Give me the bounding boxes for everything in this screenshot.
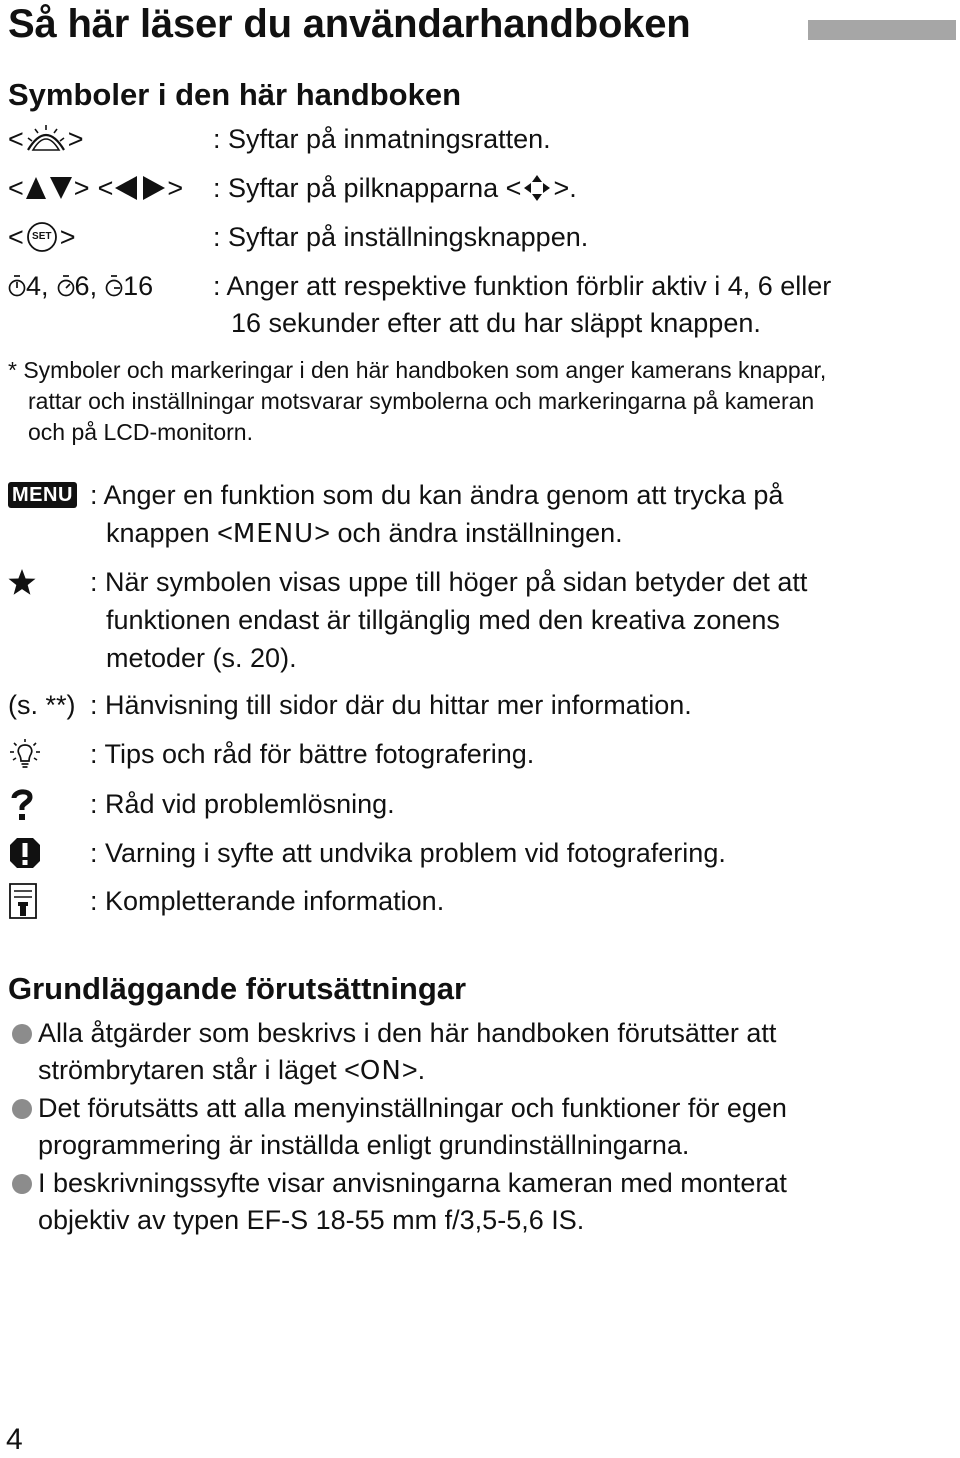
timer-symbols bbox=[8, 267, 153, 305]
set-label: SET bbox=[32, 231, 52, 242]
tips-description: : Tips och råd för bättre fotografering. bbox=[90, 739, 535, 769]
timer-comma: , bbox=[89, 271, 98, 301]
bullet-3-line1: I beskrivningssyfte visar anvisningarna kameran med monterat bbox=[38, 1168, 787, 1198]
bracket-open: < bbox=[8, 173, 24, 203]
main-dial-symbol bbox=[8, 120, 84, 158]
mark-row-info bbox=[0, 882, 960, 920]
timer-4-value: 4 bbox=[26, 271, 42, 301]
note-icon bbox=[8, 882, 38, 920]
symbol-row-timers bbox=[0, 267, 960, 343]
bullet-item-3 bbox=[0, 1164, 960, 1240]
menu-mark bbox=[8, 476, 77, 514]
info-description: : Kompletterande information. bbox=[90, 886, 445, 916]
timer-description-line2: 16 sekunder efter att du har släppt knappen. bbox=[231, 308, 761, 338]
basic-assumptions-heading: Grundläggande förutsättningar bbox=[8, 971, 467, 1006]
bracket-open: < bbox=[97, 173, 114, 203]
title-decoration-bar bbox=[808, 20, 956, 40]
problem-mark bbox=[8, 785, 36, 823]
bullet-2-line1: Det förutsätts att alla menyinställningar och funktioner för egen bbox=[38, 1093, 787, 1123]
mark-row-star bbox=[0, 563, 960, 677]
menu-description-line1: : Anger en funktion som du kan ändra genom att trycka på bbox=[90, 480, 784, 510]
timer-icon bbox=[105, 273, 123, 299]
arrow-keys-text: : Syftar på pilknapparna < bbox=[213, 173, 522, 203]
bullet-1-post: >. bbox=[401, 1055, 426, 1085]
bracket-close: > bbox=[59, 222, 76, 252]
bracket-close: > bbox=[73, 173, 90, 203]
question-mark-icon bbox=[8, 787, 36, 821]
bullet-1-line1: Alla åtgärder som beskrivs i den här handboken förutsätter att bbox=[38, 1018, 777, 1048]
left-right-arrows-icon bbox=[113, 175, 167, 201]
bullet-icon bbox=[12, 1174, 32, 1194]
timer-6-value: 6 bbox=[74, 271, 90, 301]
star-icon bbox=[8, 568, 36, 596]
warning-description: : Varning i syfte att undvika problem vid fotografering. bbox=[90, 838, 726, 868]
star-description-line1: : När symbolen visas uppe till höger på sidan betyder det att bbox=[90, 567, 808, 597]
bracket-close: > bbox=[67, 124, 84, 154]
main-dial-icon bbox=[24, 124, 68, 154]
star-mark bbox=[8, 563, 36, 601]
main-dial-description: : Syftar på inmatningsratten. bbox=[213, 124, 551, 154]
timer-icon bbox=[57, 273, 75, 299]
set-button-icon bbox=[26, 221, 58, 253]
page-number: 4 bbox=[6, 1423, 23, 1456]
lightbulb-icon bbox=[8, 738, 42, 770]
symbol-row-set-button bbox=[0, 218, 960, 256]
warning-mark bbox=[8, 834, 42, 872]
power-on-label: ON bbox=[359, 1056, 402, 1086]
mark-row-problem bbox=[0, 785, 960, 823]
bullet-item-2 bbox=[0, 1089, 960, 1165]
page-title: Så här läser du användarhandboken bbox=[8, 2, 691, 46]
mark-row-tips bbox=[0, 735, 960, 773]
problem-description: : Råd vid problemlösning. bbox=[90, 789, 395, 819]
mark-row-page-reference bbox=[0, 686, 960, 724]
tips-mark bbox=[8, 735, 42, 773]
menu-description-line2 bbox=[106, 514, 623, 553]
timer-comma: , bbox=[41, 271, 49, 301]
bullet-1-line2 bbox=[38, 1051, 425, 1090]
bullet-item-1 bbox=[0, 1014, 960, 1090]
bracket-open: < bbox=[8, 222, 24, 252]
mark-row-menu bbox=[0, 476, 960, 552]
bracket-open: < bbox=[8, 124, 24, 154]
symbol-row-arrow-keys bbox=[0, 169, 960, 207]
star-description-line2: funktionen endast är tillgänglig med den kreativa zonens bbox=[106, 605, 780, 635]
bullet-3-line2: objektiv av typen EF-S 18-55 mm f/3,5-5,6 IS. bbox=[38, 1205, 585, 1235]
star-description-line3: metoder (s. 20). bbox=[106, 643, 297, 673]
symbol-row-main-dial bbox=[0, 120, 960, 158]
mark-row-warning bbox=[0, 834, 960, 872]
menu-badge-icon: MENU bbox=[8, 482, 77, 508]
arrow-keys-text-end: >. bbox=[553, 173, 577, 203]
menu-word: MENU bbox=[232, 519, 315, 549]
menu-line2-pre: knappen < bbox=[106, 518, 233, 548]
set-button-symbol bbox=[8, 218, 76, 256]
symbols-note-line2: rattar och inställningar motsvarar symbolerna och markeringarna på kameran bbox=[28, 388, 815, 414]
arrow-keys-symbol bbox=[8, 169, 183, 207]
bullet-icon bbox=[12, 1099, 32, 1119]
set-button-description: : Syftar på inställningsknappen. bbox=[213, 222, 589, 252]
page-reference-label: (s. **) bbox=[8, 690, 76, 720]
bullet-1-pre: strömbrytaren står i läget < bbox=[38, 1055, 360, 1085]
timer-icon bbox=[8, 273, 26, 299]
symbols-heading: Symboler i den här handboken bbox=[8, 77, 462, 112]
symbols-note-line1: * Symboler och markeringar i den här handboken som anger kamerans knappar, bbox=[8, 357, 827, 383]
timer-description-line1: : Anger att respektive funktion förblir aktiv i 4, 6 eller bbox=[213, 271, 832, 301]
menu-line2-post: > och ändra inställningen. bbox=[314, 518, 623, 548]
info-mark bbox=[8, 882, 38, 920]
up-down-arrows-icon bbox=[24, 175, 74, 201]
bullet-icon bbox=[12, 1024, 32, 1044]
cross-keys-icon bbox=[523, 174, 551, 202]
symbols-note-line3: och på LCD-monitorn. bbox=[28, 419, 253, 445]
bracket-close: > bbox=[167, 173, 184, 203]
timer-16-value: 16 bbox=[123, 271, 154, 301]
arrow-keys-description bbox=[213, 169, 577, 207]
warning-icon bbox=[8, 836, 42, 870]
bullet-2-line2: programmering är inställda enligt grundinställningarna. bbox=[38, 1130, 690, 1160]
page-reference-description: : Hänvisning till sidor där du hittar mer information. bbox=[90, 690, 692, 720]
